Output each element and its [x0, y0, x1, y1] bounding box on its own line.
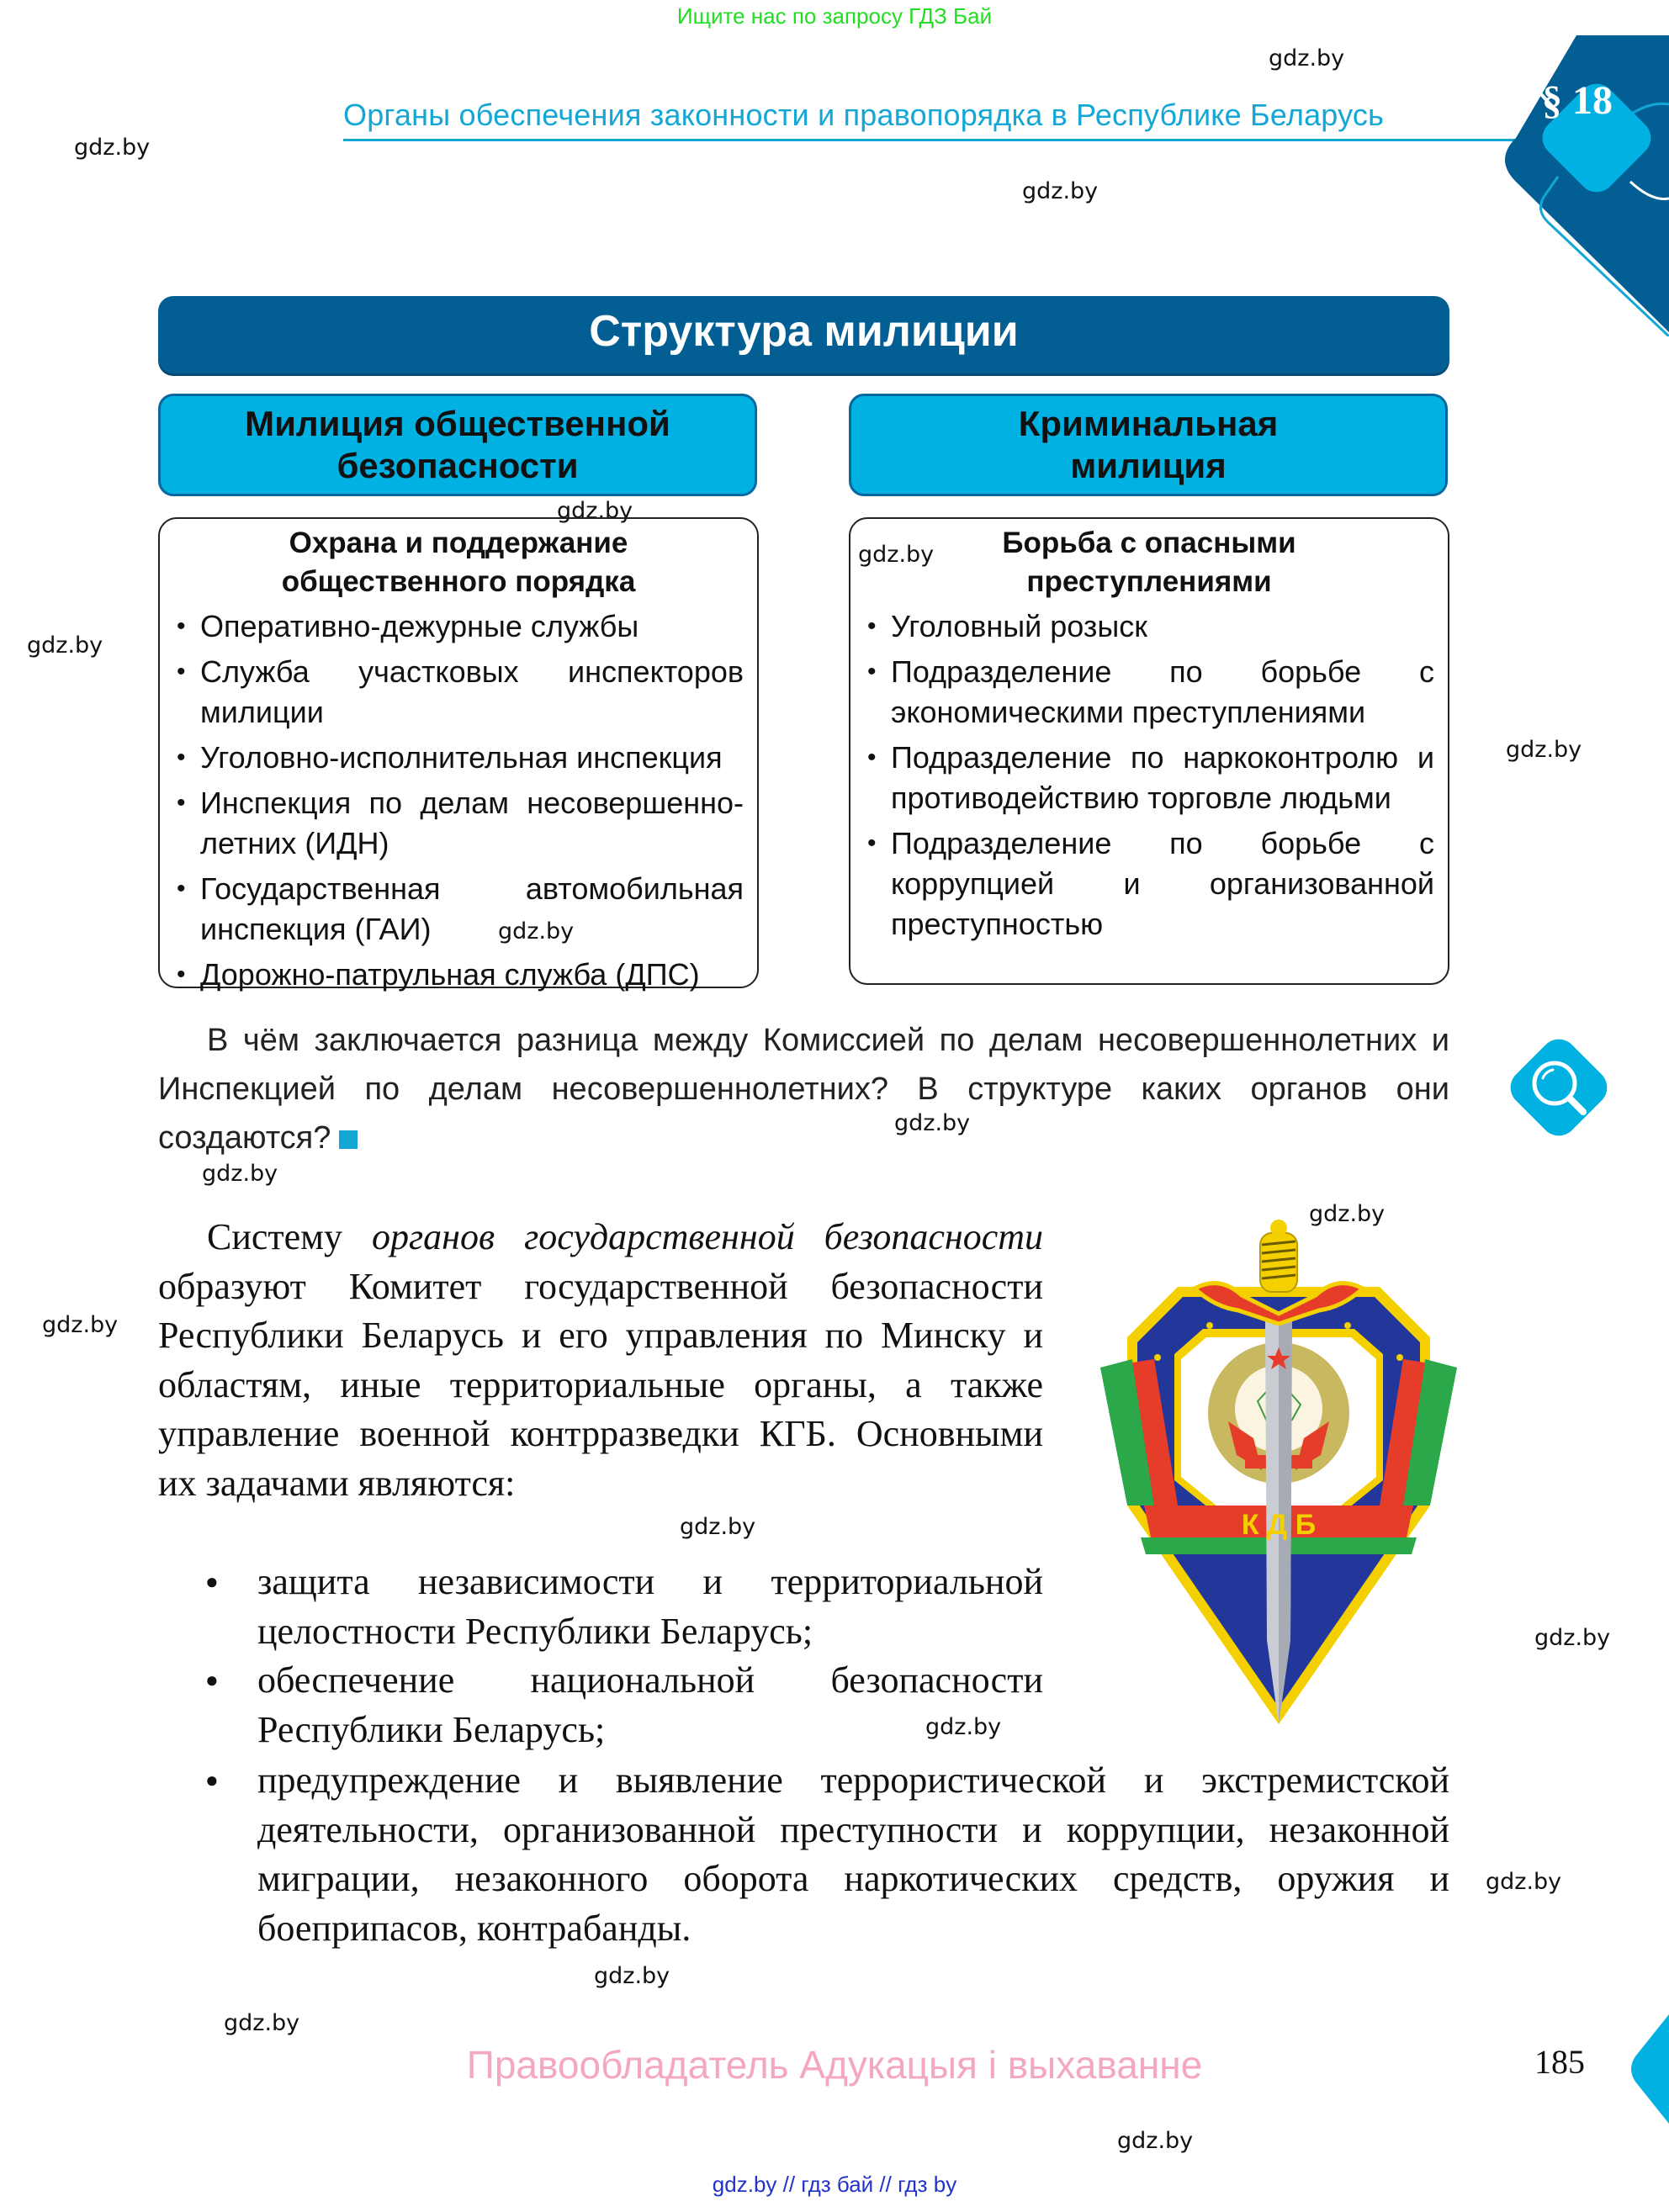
section-badge: § 18: [1542, 78, 1613, 123]
watermark: gdz.by: [42, 1312, 119, 1338]
page-tab-decoration: [1627, 2014, 1669, 2124]
watermark: gdz.by: [1269, 45, 1345, 71]
tasks-list-continued: [158, 1756, 1449, 1953]
category-heading-line: Криминальная: [1018, 404, 1279, 443]
emblem-caption: К Д Б: [1241, 1509, 1317, 1541]
watermark: gdz.by: [224, 2010, 300, 2036]
panel-list: [173, 606, 744, 995]
promo-banner: Ищите нас по запросу ГДЗ Бай: [676, 3, 993, 29]
list-item: • Подразделение по наркоконтролю и противодействию торговле людьми: [864, 738, 1434, 818]
panel-title-line: Охрана и поддержание: [289, 527, 628, 559]
watermark: gdz.by: [894, 1110, 971, 1136]
watermark: gdz.by: [1486, 1869, 1562, 1895]
category-heading-line: безопасности: [336, 446, 579, 485]
panel-title-line: преступлениями: [1026, 565, 1272, 598]
page-number: 185: [1534, 2043, 1585, 2081]
list-item: • Дорожно-патрульная служба (ДПС): [173, 955, 744, 995]
header-divider: [343, 139, 1538, 141]
category-public-security-militia: [158, 394, 757, 496]
end-marker-icon: [339, 1130, 358, 1149]
watermark: gdz.by: [858, 542, 935, 568]
footer-links[interactable]: gdz.by // гдз бай // гдз by: [712, 2172, 957, 2197]
panel-title-line: общественного порядка: [281, 565, 636, 598]
panel-serious-crimes: [849, 517, 1449, 985]
list-item: • Уголовный розыск: [864, 606, 1434, 647]
kgb-paragraph: [158, 1213, 1043, 1508]
intro-before: Систему: [207, 1216, 372, 1257]
list-item: • Государственная автомобильная инспекция (ГАИ): [173, 869, 744, 950]
diagram-title-bar: [158, 296, 1449, 373]
watermark: gdz.by: [925, 1714, 1002, 1740]
copyright-notice: Правообладатель Адукацыя і выхаванне: [466, 2043, 1203, 2087]
panel-public-order: [158, 517, 759, 992]
list-item: • Подразделение по борьбе с экономическими преступлениями: [864, 652, 1434, 733]
watermark: gdz.by: [74, 135, 151, 161]
list-item: • Подразделение по борьбе с коррупцией и организованной преступностью: [864, 823, 1434, 945]
list-item: ● предупреждение и выявление террористической и экстремистской деятельности, организованной преступности и коррупции, незаконной миграции, незаконного оборота наркотических средств, оружия и боеприпасов, контрабанды.: [158, 1756, 1449, 1953]
watermark: gdz.by: [1506, 737, 1582, 763]
watermark: gdz.by: [27, 632, 103, 659]
watermark: gdz.by: [202, 1161, 278, 1187]
running-header-title: Органы обеспечения законности и правопорядка в Республике Беларусь: [343, 98, 1385, 132]
panel-list: [864, 606, 1434, 945]
list-item: • Служба участковых инспекторов милиции: [173, 652, 744, 733]
watermark: gdz.by: [1022, 178, 1099, 204]
review-question: [158, 1016, 1449, 1162]
list-item: ● обеспечение национальной безопасности Республики Беларусь;: [158, 1656, 1043, 1754]
diagram-title: Структура милиции: [589, 307, 1019, 356]
list-item: • Оперативно-дежурные службы: [173, 606, 744, 647]
watermark: gdz.by: [498, 918, 575, 945]
category-heading-line: Милиция общественной: [245, 404, 670, 443]
watermark: gdz.by: [594, 1963, 670, 1989]
question-text: В чём заключается разница между Комиссией по делам несовершеннолетних и Инспекцией по делам несовершеннолетних? В структуре каких органов они создаются?: [158, 1023, 1449, 1156]
magnifier-icon: [1496, 1024, 1622, 1151]
category-heading-line: милиция: [1070, 446, 1227, 485]
category-criminal-militia: [849, 394, 1448, 496]
watermark: gdz.by: [1534, 1625, 1611, 1651]
tasks-list: [158, 1558, 1043, 1754]
intro-after: образуют Комитет государственной безопасности Республики Беларусь и его управления по Минску и областям, иные территориальные органы, а также управление военной контрразведки КГБ. Основными их задачами являются:: [158, 1265, 1043, 1504]
watermark: gdz.by: [1309, 1201, 1386, 1227]
list-item: • Инспекция по делам несовершенно-летних (ИДН): [173, 783, 744, 864]
list-item: ● защита независимости и территориальной целостности Республики Беларусь;: [158, 1558, 1043, 1656]
watermark: gdz.by: [680, 1514, 756, 1540]
watermark: gdz.by: [557, 498, 633, 524]
list-item: • Уголовно-исполнительная инспекция: [173, 738, 744, 778]
term-state-security-bodies: органов государственной безопасности: [372, 1216, 1043, 1257]
watermark: gdz.by: [1117, 2128, 1194, 2154]
kgb-emblem-image: [1094, 1203, 1464, 1741]
panel-title-line: Борьба с опасными: [1002, 527, 1296, 559]
